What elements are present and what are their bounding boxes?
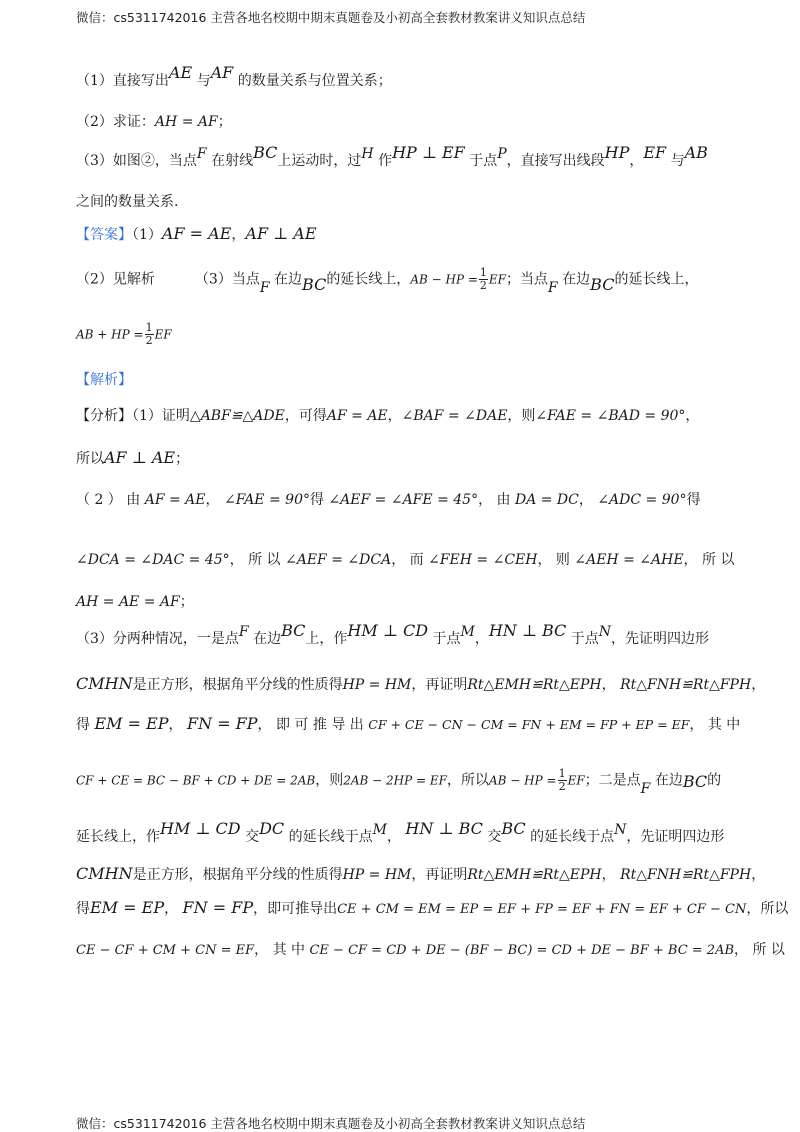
answer-line [76, 224, 317, 245]
math-expr: Rt△EMH≌Rt△EPH [467, 677, 602, 693]
math-expr: FN = FP [187, 714, 258, 733]
text: ， [601, 867, 616, 883]
q3-text: 作 [378, 153, 393, 169]
math-expr: CE − CF + CM + CN = EF [76, 943, 255, 958]
fraction: $\frac{1}{2}$ [145, 321, 153, 347]
text: ， [386, 829, 401, 845]
question-3 [76, 143, 708, 171]
text: 所以 [76, 451, 104, 467]
page-header: 微信：cs5311742016 主营各地名校期中期末真题卷及小初高全套教材教案讲义知识点总结 [76, 10, 586, 25]
text: 得 [686, 492, 701, 508]
math-expr: Rt△EMH≌Rt△EPH [467, 867, 602, 883]
text: ， [168, 717, 183, 733]
math-m: M [460, 624, 475, 640]
math-ef: EF [567, 773, 585, 788]
math-f: F [640, 780, 651, 797]
text: ， 由 [478, 492, 511, 508]
answer-text: 在边 [562, 271, 591, 288]
math-expr: AF = AE [161, 224, 232, 243]
text: 是正方形，根据角平分线的性质得 [132, 677, 343, 693]
answer-text: ；当点 [505, 271, 548, 288]
text: ，所以 [746, 901, 789, 917]
math-expr: AF ⊥ AE [104, 448, 176, 467]
text: ， 所 以 [229, 552, 281, 568]
text: ， [387, 408, 402, 424]
math-expr: AF ⊥ AE [245, 224, 317, 243]
math-bc: BC [590, 274, 615, 294]
math-hp: HP [604, 143, 630, 162]
text: ，先证明四边形 [610, 631, 709, 647]
math-expr: ∠FEH = ∠CEH [428, 552, 538, 568]
math-expr: 2AB − 2HP = EF [343, 773, 447, 788]
text: ， 所 以 [683, 552, 735, 568]
math-expr: AF = AE [326, 408, 388, 424]
text: ， [164, 901, 179, 917]
analysis-tag: 【解析】 [76, 372, 132, 388]
answer-part: （3）当点 [194, 271, 260, 288]
analysis-6 [76, 621, 709, 649]
math-h: H [361, 146, 374, 162]
math-expr: AB − HP = [488, 773, 557, 788]
text: ，再证明 [411, 677, 468, 693]
math-expr: ∠DCA = ∠DAC = 45° [76, 552, 230, 568]
answer-part: （2）见解析 [76, 271, 155, 288]
text: ， [601, 677, 616, 693]
math-bc: BC [302, 274, 327, 294]
text: ，再证明 [411, 867, 468, 883]
math-expr: CE + CM = EM = EP = EF + FP = EF + FN = EF + CF − CN [337, 902, 747, 917]
q3-text: 上运动时，过 [277, 153, 362, 169]
text: 的延长线于点 [288, 829, 373, 845]
math-expr: HM ⊥ CD [160, 819, 241, 838]
text: ， [751, 867, 766, 883]
q1-prefix: （1）直接写出 [76, 73, 169, 89]
text: 延长线上，作 [76, 829, 160, 845]
answer-text: 的延长线上， [326, 271, 411, 288]
math-expr: HP ⊥ EF [392, 143, 465, 162]
math-expr: EM = EP [90, 898, 165, 917]
math-expr: ∠AEH = ∠AHE [574, 552, 684, 568]
answer-part: （1） [132, 227, 162, 243]
math-expr: HP = HM [342, 677, 412, 693]
analysis-5 [76, 592, 194, 612]
math-expr: HP = HM [342, 867, 412, 883]
answer-line-3 [76, 322, 172, 347]
math-expr: FN = FP [182, 898, 254, 917]
math-ef: EF [488, 272, 506, 287]
analysis-13 [76, 940, 785, 961]
analysis-12 [76, 898, 788, 920]
math-bc: BC [501, 819, 526, 838]
analysis-11 [76, 864, 765, 885]
text: ， [474, 631, 489, 647]
math-expr: HN ⊥ BC [488, 621, 567, 640]
math-expr: ∠FAE = 90° [223, 492, 310, 508]
text: 交 [487, 829, 502, 845]
math-expr: AH = AF [154, 114, 218, 130]
text: ， 即 可 推 导 出 [257, 717, 364, 733]
text: 上，作 [305, 631, 348, 647]
text: ，可得 [284, 408, 327, 424]
math-f: F [547, 279, 558, 296]
fraction: $\frac{1}{2}$ [479, 266, 487, 292]
text: （3）分两种情况，一是点 [76, 631, 239, 647]
math-expr: ∠BAF = ∠DAE [401, 408, 508, 424]
text: 于点 [570, 631, 599, 647]
text: ， [205, 492, 220, 508]
math-expr: Rt△FNH≌Rt△FPH [620, 677, 752, 693]
q3-text: ，直接写出线段 [506, 153, 605, 169]
q1-suffix: 的数量关系与位置关系； [237, 73, 392, 89]
math-ef: EF [643, 143, 667, 162]
text: 【分析】（1）证明 [76, 408, 190, 424]
math-n: N [598, 624, 611, 640]
comma: ， [629, 153, 644, 169]
math-m: M [372, 822, 387, 838]
analysis-2 [76, 448, 189, 469]
text: ；二是点 [584, 772, 641, 789]
text: （ 2 ） 由 [76, 492, 141, 508]
fraction: $\frac{1}{2}$ [558, 767, 566, 793]
math-expr: △ABF≌△ADE [189, 408, 285, 424]
question-3-cont: 之间的数量关系. [76, 194, 179, 210]
answer-text: 的延长线上， [614, 271, 699, 288]
text: ，则 [507, 408, 536, 424]
math-ab: AB [684, 143, 708, 162]
math-ae: AE [168, 63, 193, 82]
math-bc: BC [281, 621, 306, 640]
math-f: F [259, 279, 270, 296]
text: ，所以 [446, 772, 489, 789]
text: ， 所 以 [734, 942, 785, 958]
math-expr: ∠AEF = ∠AFE = 45° [328, 492, 479, 508]
math-expr: AB + HP = [76, 327, 144, 342]
comma: ， [231, 227, 246, 243]
math-expr: ∠FAE = ∠BAD = 90° [535, 408, 686, 424]
analysis-3 [76, 490, 701, 510]
q3-prefix: （3）如图②，当点 [76, 153, 197, 169]
text: 于点 [432, 631, 461, 647]
page-footer: 微信：cs5311742016 主营各地名校期中期末真题卷及小初高全套教材教案讲义知识点总结 [76, 1116, 586, 1131]
q2-suffix: ； [217, 114, 232, 130]
math-expr: CF + CE = BC − BF + CD + DE = 2AB [76, 773, 316, 788]
text: ， 则 [537, 552, 570, 568]
math-ef: EF [154, 327, 172, 342]
text: ， [578, 492, 593, 508]
math-expr: HM ⊥ CD [347, 621, 429, 640]
math-expr: CE − CF = CD + DE − (BF − BC) = CD + DE − BF + BC = 2AB [309, 943, 735, 958]
math-expr: AB − HP = [410, 272, 478, 287]
text: 的 [707, 772, 722, 789]
question-2 [76, 112, 232, 132]
math-expr: CMHN [76, 864, 133, 883]
text: 交 [245, 829, 260, 845]
analysis-10 [76, 819, 725, 847]
analysis-9 [76, 767, 722, 797]
text: 得 [309, 492, 324, 508]
answer-text: 在边 [274, 271, 303, 288]
math-expr: ∠ADC = 90° [597, 492, 687, 508]
text: 得 [76, 717, 90, 733]
analysis-8 [76, 714, 740, 735]
text: ，先证明四边形 [626, 829, 725, 845]
math-expr: CMHN [76, 674, 133, 693]
math-expr: DA = DC [514, 492, 579, 508]
text: ； [179, 594, 194, 610]
text: 的延长线于点 [530, 829, 615, 845]
q3-text: 在射线 [211, 153, 254, 169]
text: ， [751, 677, 766, 693]
text: ， 而 [391, 552, 424, 568]
q1-mid: 与 [196, 73, 211, 89]
math-expr: HN ⊥ BC [405, 819, 483, 838]
text: ； [175, 451, 190, 467]
text: 是正方形，根据角平分线的性质得 [132, 867, 343, 883]
text: 得 [76, 901, 90, 917]
answer-line-2 [76, 266, 699, 296]
text: ，即可推导出 [253, 901, 338, 917]
math-expr: CF + CE − CN − CM = FN + EM = FP + EP = EF [368, 717, 690, 732]
text: ， [685, 408, 700, 424]
analysis-7 [76, 674, 765, 695]
analysis-1 [76, 406, 699, 426]
math-dc: DC [259, 819, 285, 838]
math-expr: AF = AE [144, 492, 206, 508]
q3-text: 于点 [469, 153, 498, 169]
q3-text: 与 [670, 153, 685, 169]
text: ，则 [315, 772, 344, 789]
math-bc: BC [253, 143, 278, 162]
text: 在边 [654, 772, 683, 789]
math-expr: EM = EP [94, 714, 169, 733]
analysis-4 [76, 550, 734, 570]
math-af: AF [210, 63, 234, 82]
text: ， 其 中 [689, 717, 741, 733]
answer-tag: 【答案】 [76, 227, 132, 243]
math-f: F [238, 624, 249, 640]
math-bc: BC [682, 771, 708, 791]
math-expr: AH = AE = AF [76, 594, 180, 610]
text: 在边 [253, 631, 282, 647]
text: ， 其 中 [254, 942, 306, 958]
math-p: P [497, 146, 507, 162]
math-f: F [196, 146, 207, 162]
math-expr: Rt△FNH≌Rt△FPH [620, 867, 752, 883]
question-1 [76, 63, 392, 91]
math-expr: ∠AEF = ∠DCA [285, 552, 392, 568]
q2-prefix: （2）求证： [76, 114, 155, 130]
math-n: N [614, 822, 627, 838]
